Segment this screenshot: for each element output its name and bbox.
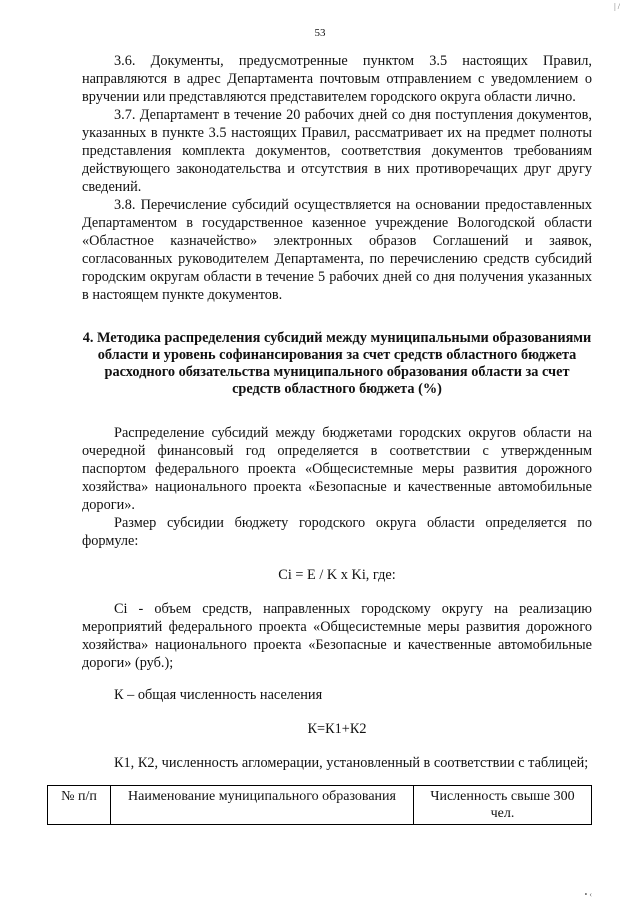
- table-header-row: [48, 786, 592, 825]
- scan-mark: | /: [614, 2, 620, 11]
- section-heading: 4. Методика распределения субсидий между муниципальными образованиями области и уровень софинансирования за счет средств областного бюджета расходного обязательства муниципального образования области за счет средств областного бюджета (%): [82, 330, 592, 397]
- page-number: 53: [314, 27, 326, 39]
- formula-k: К=К1+К2: [307, 721, 367, 737]
- table-header-cell: Наименование муниципального образования: [111, 786, 414, 825]
- table-header-cell: Численность свыше 300 чел.: [414, 786, 592, 825]
- agglomeration-table: [47, 785, 592, 825]
- paragraph-ci: Ci - объем средств, направленных городскому округу на реализацию мероприятий федерального проекта «Общесистемные меры развития дорожного хозяйства» национального проекта «Безопасные и качественные автомобильные дороги» (руб.);: [82, 601, 592, 671]
- table-header-cell: № п/п: [48, 786, 111, 825]
- paragraph-distribution: Распределение субсидий между бюджетами городских округов области на очередной финансовый год определяется в соответствии с утвержденным паспортом федерального проекта «Общесистемные меры развития дорожного хозяйства» национального проекта «Безопасные и качественные автомобильные дороги».: [82, 425, 592, 513]
- paragraph-3-8: 3.8. Перечисление субсидий осуществляется на основании предоставленных Департаментом в государственное казенное учреждение Вологодской области «Областное казначейство» электронных образов Соглашений и заявок, согласованных руководителем Департамента, по перечислению средств субсидий городским округам области в течение 5 рабочих дней со дня получения указанных в настоящем пункте документов.: [82, 197, 592, 303]
- document-body: [61, 52, 592, 825]
- formula-main: Ci = E / K x Ki, где:: [278, 567, 396, 583]
- paragraph-3-6: 3.6. Документы, предусмотренные пунктом 3.5 настоящих Правил, направляются в адрес Департамента почтовым отправлением с уведомлением о вручении или представляются представителем городского округа области лично.: [82, 53, 592, 105]
- paragraph-k: К – общая численность населения: [114, 687, 323, 703]
- scan-mark: • ‹: [584, 890, 592, 899]
- paragraph-3-7: 3.7. Департамент в течение 20 рабочих дней со дня поступления документов, указанных в пункте 3.5 настоящих Правил, рассматривает их на предмет полноты представления комплекта документов, соответствия документов требованиям действующего законодательства и отсутствия в них противоречащих друг другу сведений.: [82, 107, 592, 195]
- paragraph-size: Размер субсидии бюджету городского округа области определяется по формуле:: [82, 515, 592, 549]
- paragraph-k1k2: К1, К2, численность агломерации, установленный в соответствии с таблицей;: [114, 755, 589, 771]
